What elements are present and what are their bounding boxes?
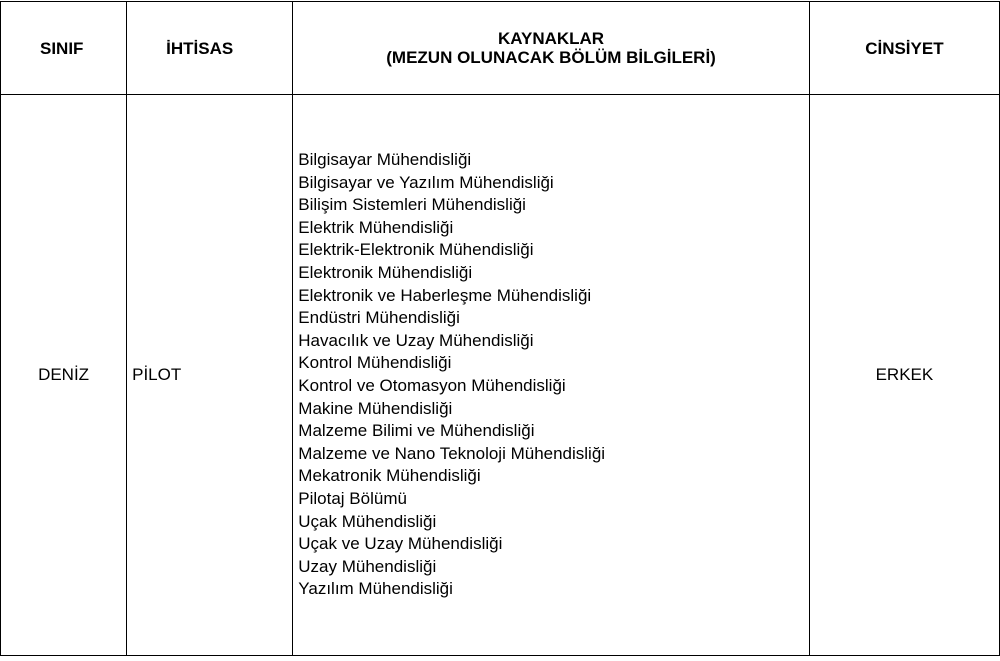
- list-item: Bilgisayar ve Yazılım Mühendisliği: [298, 172, 554, 192]
- list-item: Pilotaj Bölümü: [298, 488, 407, 508]
- header-sinif: SINIF: [1, 2, 127, 95]
- list-item: Bilişim Sistemleri Mühendisliği: [298, 195, 526, 215]
- list-item: Makine Mühendisliği: [298, 398, 453, 418]
- table-row: [1, 95, 1000, 656]
- list-item: Kontrol ve Otomasyon Mühendisliği: [298, 376, 566, 395]
- list-item: Malzeme ve Nano Teknoloji Mühendisliği: [298, 443, 606, 463]
- department-list: [298, 149, 809, 601]
- list-item: Havacılık ve Uzay Mühendisliği: [298, 330, 534, 350]
- header-kaynaklar: [293, 2, 810, 95]
- list-item: Uçak Mühendisliği: [298, 511, 437, 531]
- list-item: Elektronik Mühendisliği: [298, 263, 473, 283]
- cell-kaynaklar: [293, 95, 810, 656]
- list-item: Kontrol Mühendisliği: [298, 353, 452, 373]
- header-kaynaklar-title: KAYNAKLAR: [497, 29, 605, 48]
- list-item: Elektronik ve Haberleşme Mühendisliği: [298, 285, 592, 305]
- list-item: Elektrik Mühendisliği: [298, 217, 454, 237]
- header-row: [1, 2, 1000, 95]
- list-item: Uzay Mühendisliği: [298, 556, 437, 576]
- requirements-table: [0, 1, 1000, 656]
- list-item: Mekatronik Mühendisliği: [298, 466, 481, 486]
- list-item: Elektrik-Elektronik Mühendisliği: [298, 240, 534, 260]
- list-item: Yazılım Mühendisliği: [298, 579, 453, 599]
- cell-ihtisas: PİLOT: [127, 95, 293, 656]
- header-kaynaklar-subtitle: (MEZUN OLUNACAK BÖLÜM BİLGİLERİ): [386, 48, 716, 67]
- list-item: Malzeme Bilimi ve Mühendisliği: [298, 421, 535, 441]
- cell-sinif: DENİZ: [1, 95, 127, 656]
- cell-cinsiyet: ERKEK: [809, 95, 999, 656]
- header-cinsiyet: CİNSİYET: [809, 2, 999, 95]
- list-item: Uçak ve Uzay Mühendisliği: [298, 534, 503, 554]
- list-item: Bilgisayar Mühendisliği: [298, 150, 472, 170]
- header-ihtisas: İHTİSAS: [127, 2, 293, 95]
- list-item: Endüstri Mühendisliği: [298, 308, 460, 328]
